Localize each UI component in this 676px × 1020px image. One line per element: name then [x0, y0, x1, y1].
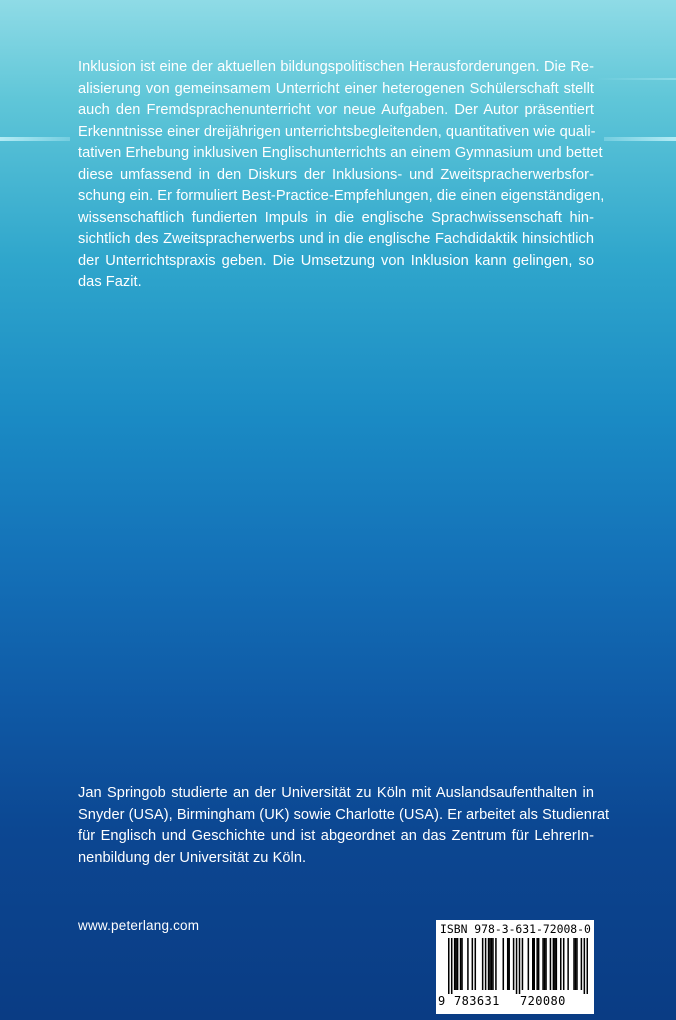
barcode-image [448, 938, 588, 994]
barcode-bar [542, 938, 544, 990]
abstract-line: Inklusion ist eine der aktuellen bildungspolitischen Herausforderungen. Die Re- [78, 59, 594, 75]
barcode-bar [575, 938, 577, 990]
abstract-line: sichtlich des Zweitspracherwerbs und in die englische Fachdidaktik hinsichtlich [78, 231, 594, 247]
abstract-line: schung ein. Er formuliert Best-Practice-Empfehlungen, die einen eigenständigen, [78, 188, 605, 204]
bio-line: nenbildung der Universität zu Köln. [78, 849, 307, 866]
barcode-bar [475, 938, 477, 990]
bio-line: Snyder (USA), Birmingham (UK) sowie Charlotte (USA). Er arbeitet als Studienrat [78, 806, 610, 823]
barcode-bar [513, 938, 515, 990]
barcode-bar [472, 938, 474, 990]
abstract-line: diese umfassend in den Diskurs der Inklusions- und Zweitspracherwerbsfor- [78, 166, 594, 183]
publisher-url[interactable]: www.peterlang.com [78, 918, 200, 933]
barcode-bar [536, 938, 538, 990]
barcode-bar [550, 938, 552, 990]
barcode-bar [455, 938, 457, 990]
barcode-bar [467, 938, 469, 990]
abstract-line: auch den Fremdsprachenunterricht vor neue Aufgaben. Der Autor präsentiert [78, 102, 594, 118]
barcode-bar [544, 938, 546, 990]
barcode-digit-group-left: 783631 [454, 994, 500, 1008]
abstract-line: wissenschaftlich fundierten Impuls in die englische Sprachwissenschaft hin- [78, 209, 594, 226]
abstract-line: tativen Erhebung inklusiven Englischunterrichts an einem Gymnasium und bettet [78, 145, 603, 161]
abstract-line: das Fazit. [78, 274, 142, 290]
barcode-bar [545, 938, 547, 990]
barcode-bar [516, 938, 518, 994]
barcode-bar [519, 938, 521, 994]
barcode-bar [533, 938, 535, 990]
barcode-bar [573, 938, 575, 990]
barcode-bar [560, 938, 562, 990]
barcode-bar [482, 938, 484, 990]
barcode-bar [532, 938, 534, 990]
decorative-light-bar-left [0, 137, 70, 141]
barcode-bar [522, 938, 524, 990]
barcode-bar [508, 938, 510, 990]
barcode-bar [495, 938, 497, 990]
barcode-bar [576, 938, 578, 990]
book-abstract [78, 57, 605, 294]
barcode-bar [567, 938, 569, 990]
bio-line: für Englisch und Geschichte und ist abgeordnet an das Zentrum für LehrerIn- [78, 828, 594, 844]
barcode-bar [489, 938, 491, 990]
abstract-line: der Unterrichtspraxis geben. Die Umsetzung von Inklusion kann gelingen, so [78, 252, 594, 269]
barcode-bar [553, 938, 555, 990]
barcode-bar [584, 938, 586, 994]
isbn-barcode-box [436, 920, 594, 1014]
barcode-bar [587, 938, 588, 994]
bio-line: Jan Springob studierte an der Universität zu Köln mit Auslandsaufenthalten in [78, 785, 594, 801]
barcode-bar [461, 938, 463, 990]
barcode-digit-lead: 9 [438, 994, 446, 1008]
barcode-bar [485, 938, 487, 990]
barcode-bar [451, 938, 453, 994]
decorative-light-bar-right [604, 137, 676, 141]
barcode-bar [581, 938, 583, 990]
barcode-bar [457, 938, 459, 990]
abstract-line: Erkenntnisse einer dreijährigen unterrichtsbegleitenden, quantitativen wie quali- [78, 123, 596, 140]
barcode-bar [556, 938, 558, 990]
decorative-light-bar-top-right [596, 78, 676, 80]
barcode-digit-group-right: 720080 [520, 994, 566, 1008]
abstract-line: alisierung von gemeinsamem Unterricht einer heterogenen Schülerschaft stellt [78, 80, 594, 97]
barcode-bar [507, 938, 509, 990]
barcode-bar [538, 938, 540, 990]
barcode-bar [454, 938, 456, 990]
barcode-bar [503, 938, 505, 990]
barcode-bar [488, 938, 490, 990]
author-bio [78, 783, 610, 869]
barcode-bar [563, 938, 565, 990]
barcode-bar [491, 938, 493, 990]
barcode-bar [492, 938, 494, 990]
barcode-bar [448, 938, 450, 994]
isbn-label: ISBN 978-3-631-72008-0 [440, 922, 591, 936]
barcode-bar [460, 938, 462, 990]
barcode-bar [554, 938, 556, 990]
barcode-bar [528, 938, 530, 990]
